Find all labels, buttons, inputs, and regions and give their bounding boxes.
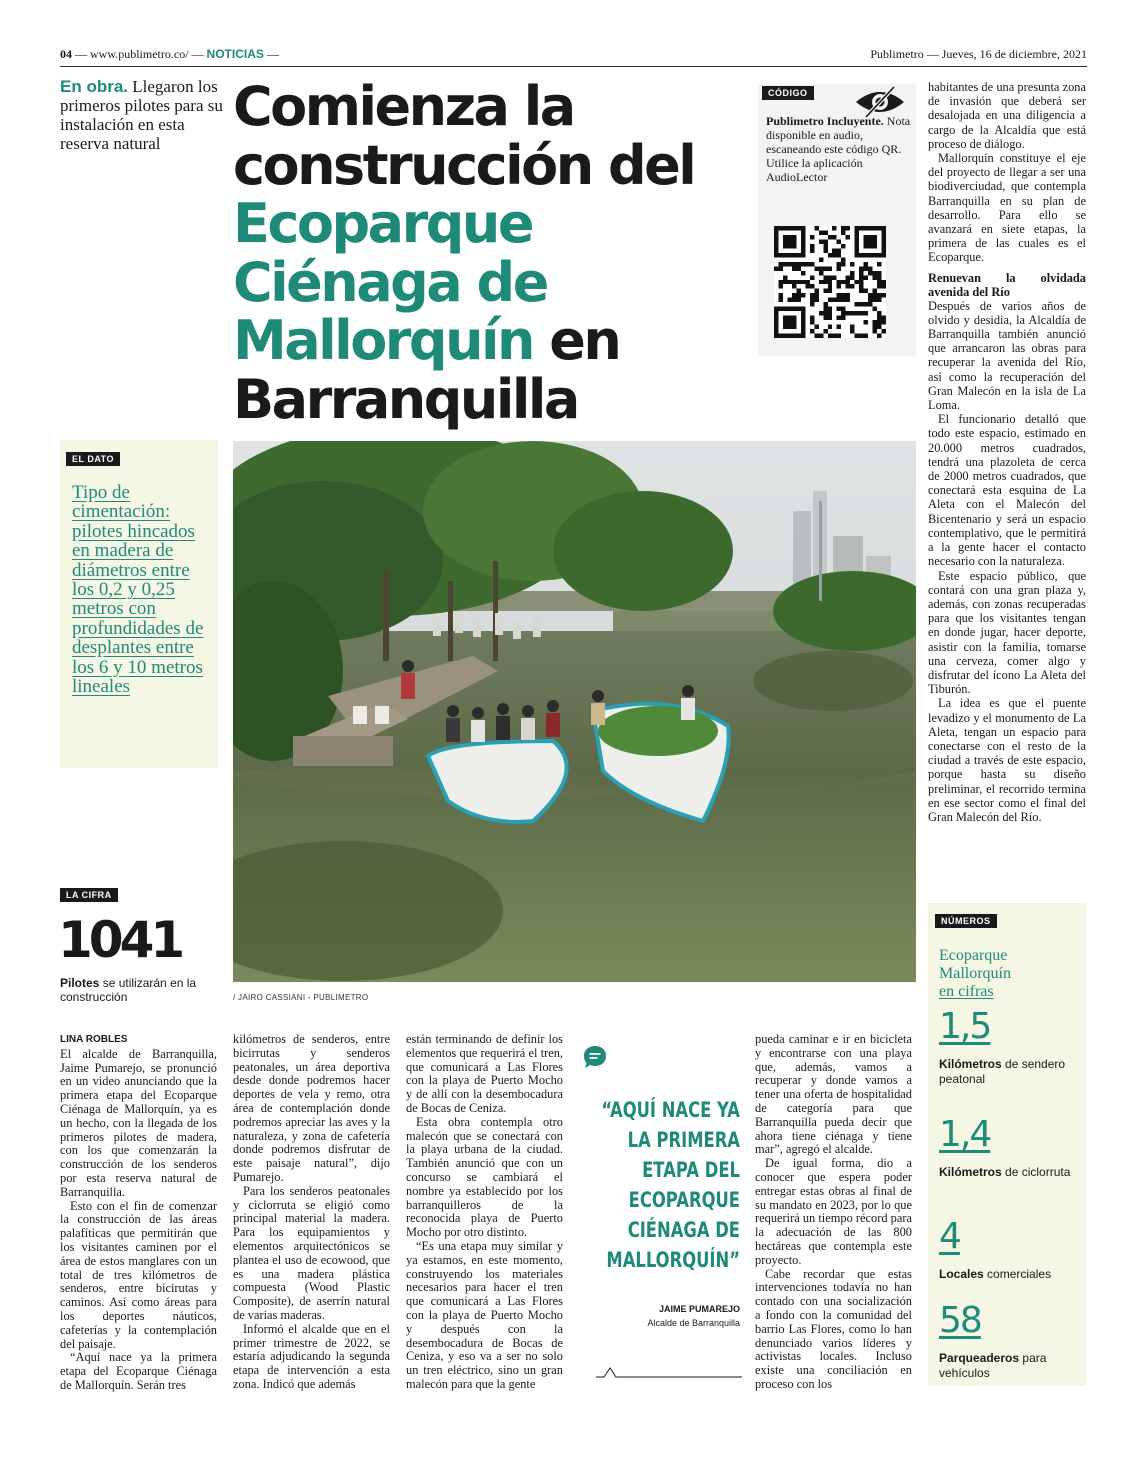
paragraph: El funcionario detalló que todo este espacio, estimado en 20.000 metros cuadrados, tendrá una plazoleta de cerca de 2000 metros cuadrados, que conectará esta esquina de La Aleta con el Malecón del Bicentenario y será un espacio contemplativo, que le permitirá a la gente hacer el contacto necesario con la naturaleza.	[928, 412, 1086, 569]
headline-part1: Comienza la construcción del	[233, 75, 695, 197]
stat-item	[939, 1007, 1084, 1086]
quote-divider	[596, 1364, 742, 1378]
numeros-title-line1: Ecoparque Mallorquín	[939, 947, 1011, 982]
stat-label-text: de ciclorruta	[1005, 1165, 1071, 1179]
right-column-text	[928, 80, 1086, 824]
stat-label-text: comerciales	[987, 1267, 1052, 1281]
headline-part2: Ecoparque Ciénaga de Mallorquín	[233, 192, 547, 372]
page-number: 04	[60, 47, 72, 61]
header-separator: —	[266, 47, 279, 61]
stat-value: 1,5	[939, 1006, 991, 1047]
chat-bubble-icon	[582, 1044, 608, 1070]
publication-date: Publimetro — Jueves, 16 de diciembre, 2021	[870, 47, 1087, 61]
code-title: Publimetro Incluyente.	[766, 114, 884, 128]
stat-item	[939, 1115, 1084, 1180]
la-cifra-tag: LA CIFRA	[60, 888, 118, 902]
kicker-text: Llegaron los primeros pilotes para su instalación en esta reserva natural	[60, 77, 223, 153]
photo-illustration	[233, 441, 916, 982]
code-box	[758, 84, 916, 356]
numeros-tag: NÚMEROS	[935, 914, 997, 928]
numeros-title	[939, 947, 1079, 1001]
stat-value: 1,4	[939, 1114, 991, 1155]
la-cifra-number: 1041	[58, 911, 182, 969]
stat-label-bold: Kilómetros	[939, 1165, 1002, 1179]
byline: LINA ROBLES	[60, 1034, 128, 1045]
news-photo	[233, 441, 916, 982]
page-header	[60, 47, 1087, 67]
paragraph: Informó el alcalde que en el primer trimestre de 2022, se estaría adjudicando la segunda etapa de intervención a esta zona. Indicó que además	[233, 1321, 390, 1391]
header-separator: —	[75, 47, 90, 61]
qr-code-icon[interactable]	[774, 226, 886, 338]
stat-label	[939, 1057, 1084, 1086]
paragraph: Este espacio público, que contará con una gran plaza y, además, con zonas recuperadas para que los visitantes tengan en donde jugar, hacer deporte, asistir con la familia, tomarse una cerveza, comer algo y disfrutar del ícono La Aleta del Tiburón.	[928, 568, 1086, 697]
code-text	[766, 114, 911, 184]
code-description: Nota disponible en audio, escaneando este código QR. Utilice la aplicación AudioLector	[766, 114, 911, 184]
body-column-2	[233, 1033, 390, 1392]
paragraph: “Es una etapa muy similar y ya estamos, en este momento, construyendo los materiales necesarios para hacer el tren que comunicará a Las Flores con la playa de Puerto Mocho y después con la desembocadura de Bocas de Ceniza, y eso va a ser no solo un tren eléctrico, sino un gran malecón para que la gente	[406, 1238, 563, 1391]
el-dato-box	[60, 440, 218, 768]
stat-label-bold: Parqueaderos	[939, 1351, 1020, 1365]
paragraph: “Aquí nace ya la primera etapa del Ecoparque Ciénaga de Mallorquín. Serán tres	[60, 1350, 217, 1392]
paragraph: Esto con el fin de comenzar la construcción de las áreas palafíticas que permitirán que los visitantes caminen por el área de estos manglares con un total de tres kilómetros de senderos, entre bicirutas y caminos. Así como áreas para los deportes náuticos, cafeterías y la contemplación del paisaje.	[60, 1198, 217, 1351]
headline	[233, 75, 733, 431]
stat-label-bold: Kilómetros	[939, 1057, 1002, 1071]
numeros-title-line2: en cifras	[939, 983, 994, 1000]
stat-label-text: para vehículos	[939, 1351, 1047, 1380]
el-dato-text: Tipo de cimentación: pilotes hincados en madera de diámetros entre los 0,2 y 0,25 metros con profundidades de desplantes entre los 6 y 10 metros lineales	[72, 482, 204, 698]
paragraph: habitantes de una presunta zona de invasión que deberá ser desalojada en una diligencia a cargo de la Alcaldía que está proceso de diálogo.	[928, 80, 1086, 151]
paragraph: La idea es que el puente levadizo y el monumento de La Aleta, tengan un espacio para conectarse con el resto de la ciudad a través de este espacio, porque hasta su diseño preliminar, el recorrido termina en ese sector como el final del Gran Malecón del Río.	[928, 696, 1086, 824]
code-tag: CÓDIGO	[762, 86, 814, 100]
paragraph: pueda caminar e ir en bicicleta y encontrarse con una playa que, además, vamos a recuperar y donde vamos a tener una oferta de hospitalidad de categoría para que Barranquilla pueda decir que ahora tiene ciénaga y tiene mar”, agregó el alcalde.	[755, 1032, 912, 1157]
stat-item	[939, 1301, 1084, 1380]
stat-label-bold: Locales	[939, 1267, 984, 1281]
la-cifra-desc: se utilizarán en la construcción	[60, 976, 197, 1004]
paragraph: kilómetros de senderos, entre bicirrutas y senderos peatonales, un área deportiva desde donde podremos hacer deportes de vela y remo, otra área de contemplación donde podremos apreciar las aves y la naturaleza, y zona de cafetería donde podremos disfrutar de este paisaje natural”, dijo Pumarejo.	[233, 1032, 390, 1184]
kicker-label: En obra.	[60, 77, 129, 96]
stat-label-text: de sendero peatonal	[939, 1057, 1066, 1086]
quote-text: “AQUÍ NACE YA LA PRIMERA ETAPA DEL ECOPARQUE CIÉNAGA DE MALLORQUÍN”	[601, 1098, 740, 1272]
stat-label	[939, 1351, 1084, 1380]
pull-quote	[582, 1040, 742, 1385]
el-dato-tag: EL DATO	[66, 452, 120, 466]
stat-value: 58	[939, 1300, 981, 1341]
site-url[interactable]: www.publimetro.co/	[90, 47, 189, 61]
paragraph: Después de varios años de olvido y desidia, la Alcaldía de Barranquilla también anunció que arrancaron las obras para recuperar la avenida del Río, así como la recuperación del Gran Malecón en la isla de La Loma.	[928, 298, 1086, 413]
headline-part3: en Barranquilla	[233, 309, 620, 431]
paragraph: Para los senderos peatonales y ciclorruta se eligió como principal material la madera. Para los equipamientos y elementos arquitectónicos se plantea el uso de ecowood, que es una madera plástica compuesta (Wood Plastic Composite), de aserrín natural de varias maderas.	[233, 1183, 390, 1322]
numeros-box	[928, 903, 1086, 1386]
paragraph: Mallorquín constituye el eje del proyecto de llegar a ser una biodiverciudad, que contempla Barranquilla en su plan de desarrollo. Para ello se avanzará en siete etapas, la primera de las cuales es el Ecoparque.	[928, 151, 1086, 265]
body-column-3	[406, 1033, 563, 1392]
paragraph: Cabe recordar que estas intervenciones todavía no han contado con una socialización a fondo con la comunidad del barrio Las Flores, como lo han denunciado varios líderes y activistas locales. Incluso existe una conciliación en proceso con los	[755, 1266, 912, 1391]
stat-label	[939, 1165, 1084, 1180]
photo-credit: / JAIRO CASSIANI - PUBLIMETRO	[233, 993, 369, 1002]
stat-value: 4	[939, 1216, 960, 1257]
header-left	[60, 47, 279, 62]
quote-author: JAIME PUMAREJO	[658, 1304, 740, 1314]
header-separator: —	[191, 47, 207, 61]
body-column-4	[755, 1033, 912, 1392]
paragraph: De igual forma, dio a conocer que espera poder entregar estas obras al final de su mandato en 2023, por lo que requerirá un tiempo récord para la adecuación de las 800 hectáreas que contempla este proyecto.	[755, 1156, 912, 1267]
stat-item	[939, 1217, 1084, 1282]
stat-label	[939, 1267, 1084, 1282]
section-label: NOTICIAS	[206, 47, 264, 61]
header-divider	[60, 66, 1087, 67]
paragraph: Esta obra contempla otro malecón que se conectará con la playa urbana de la ciudad. También anunció que con un concurso se cambiará el nombre ya establecido por los barranquilleros de la reconocida playa de Puerto Mocho por otro distinto.	[406, 1114, 563, 1240]
body-column-1	[60, 1033, 217, 1393]
paragraph: están terminando de definir los elementos que requerirá el tren, que comunicará a Las Flores con la playa de Puerto Mocho y de allí con la desembocadura de Bocas de Ceniza.	[406, 1032, 563, 1115]
la-cifra-bold: Pilotes	[60, 976, 100, 990]
la-cifra-caption	[60, 976, 220, 1004]
subheading: Renuevan la olvidada avenida del Río	[928, 270, 1086, 299]
kicker	[60, 77, 225, 153]
quote-role: Alcalde de Barranquilla	[647, 1318, 740, 1328]
paragraph: El alcalde de Barranquilla, Jaime Pumarejo, se pronunció en un video anunciando que la primera etapa del Ecoparque Ciénaga de Mallorquín, ya es un hecho, con la llegada de los primeros pilotes de madera, con los que comenzarán la construcción de los senderos por esta reserva natural de Barranquilla.	[60, 1046, 217, 1199]
